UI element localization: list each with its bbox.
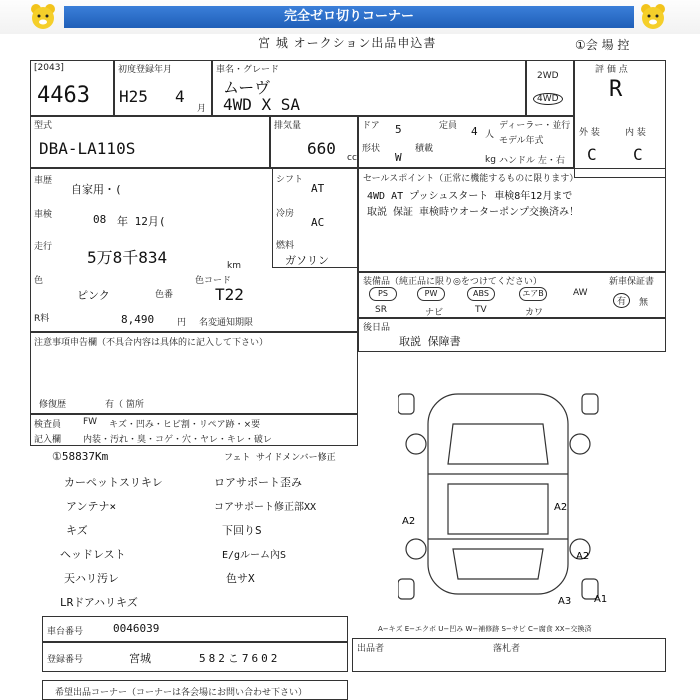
diagram-mark: A1 bbox=[594, 594, 608, 605]
mileage-label: 走行 bbox=[34, 242, 53, 252]
diagram-mark: A2 bbox=[576, 551, 590, 562]
warranty-no: 無 bbox=[639, 298, 649, 308]
ac-label: 冷房 bbox=[276, 209, 295, 219]
handle-label: ハンドル 左・右 bbox=[499, 156, 565, 166]
shift-value: AT bbox=[311, 182, 325, 195]
reg-area: 宮城 bbox=[129, 652, 151, 665]
equip-navi: ナビ bbox=[425, 308, 444, 318]
shape-value: W bbox=[395, 151, 402, 164]
displacement-label: 排気量 bbox=[274, 121, 302, 131]
vehicle-label: 車名・グレード bbox=[216, 65, 280, 75]
inspection-year: 08 bbox=[93, 213, 107, 226]
color-label: 色 bbox=[34, 276, 44, 286]
repair-label: 修復歴 bbox=[39, 400, 67, 410]
fw-label: FW bbox=[83, 417, 98, 427]
drive-4wd: 4WD bbox=[533, 93, 563, 105]
note-left-3: アンテナ× bbox=[66, 500, 117, 513]
sales-line-1: 4WD AT プッシュスタート 車検8年12月まで bbox=[367, 191, 573, 202]
interior-grade: C bbox=[633, 145, 643, 164]
equip-aw: AW bbox=[573, 288, 588, 298]
history-label: 車歴 bbox=[34, 176, 53, 186]
sheet-title: 宮 城 オークション出品申込書 bbox=[258, 36, 437, 50]
notes-label: 注意事項申告欄（不具合内容は具体的に記入して下さい） bbox=[34, 338, 269, 348]
ac-value: AC bbox=[311, 216, 325, 229]
displacement-box bbox=[270, 116, 358, 168]
color-no-label: 色番 bbox=[155, 290, 174, 300]
capacity-value: 4 bbox=[471, 125, 478, 138]
capacity-label: 定員 bbox=[439, 121, 458, 131]
inspection-label: 車検 bbox=[34, 210, 53, 220]
drive-box bbox=[526, 60, 574, 116]
note-right-1: フェト サイドメンバー修正 bbox=[224, 453, 336, 463]
equipment-box bbox=[358, 272, 666, 318]
documents-box bbox=[358, 318, 666, 352]
registration-month: 4 bbox=[175, 87, 185, 106]
note-left-5: ヘッドレスト bbox=[60, 548, 126, 561]
door-value: 5 bbox=[395, 123, 402, 136]
spec-box bbox=[358, 116, 574, 168]
model-box bbox=[30, 116, 270, 168]
month-unit: 月 bbox=[197, 104, 207, 114]
yen-unit: 円 bbox=[177, 318, 187, 328]
inspector-row-1: キズ・凹み・ヒビ割・リペア跡・×要 bbox=[109, 420, 261, 430]
km-unit: km bbox=[227, 261, 241, 271]
venue-label: ①会 場 控 bbox=[575, 38, 630, 52]
notes-box bbox=[30, 332, 358, 414]
sales-point-box bbox=[358, 168, 666, 272]
inspector-label: 検査員 bbox=[34, 420, 62, 430]
seller-label: 出品者 bbox=[357, 644, 385, 654]
note-right-4: 下回りS bbox=[222, 524, 262, 537]
chassis-label: 車台番号 bbox=[47, 627, 84, 637]
lot-ref: [2043] bbox=[34, 63, 64, 73]
inspector-box bbox=[30, 414, 358, 446]
chassis-box bbox=[42, 616, 348, 642]
color-code: T22 bbox=[215, 285, 244, 304]
reg-number: 582こ7602 bbox=[199, 652, 281, 665]
reg-label: 登録番号 bbox=[47, 655, 84, 665]
chassis-number: 0046039 bbox=[113, 622, 160, 635]
r-amount: 8,490 bbox=[121, 313, 155, 326]
shift-label: シフト bbox=[276, 175, 304, 185]
lot-number: 4463 bbox=[37, 83, 90, 108]
equip-sr: SR bbox=[375, 305, 387, 315]
note-left-6: 天ハリ汚レ bbox=[64, 572, 119, 585]
banner-title: 完全ゼロ切りコーナー bbox=[64, 6, 634, 28]
exterior-label: 外 装 bbox=[579, 128, 600, 138]
footer-box bbox=[42, 680, 348, 700]
documents-value: 取説 保障書 bbox=[399, 335, 461, 348]
shape-label: 形状 bbox=[362, 144, 381, 154]
shift-box bbox=[272, 168, 358, 268]
new-car-label: 新車保証書 bbox=[609, 277, 655, 287]
displacement-value: 660 bbox=[307, 139, 336, 158]
lot-box bbox=[30, 60, 114, 116]
seller-box bbox=[352, 638, 666, 672]
note-right-3: コアサポート修正部XX bbox=[214, 502, 317, 513]
entry-label: 記入欄 bbox=[34, 435, 62, 445]
handwritten-notes bbox=[30, 446, 358, 614]
repair-value: 有（ 箇所 bbox=[105, 400, 144, 410]
bear-mascot-icon bbox=[28, 2, 58, 32]
reg-box bbox=[42, 642, 348, 672]
equip-airbag: エアB bbox=[519, 287, 547, 301]
door-label: ドア bbox=[362, 121, 380, 131]
fuel-value: ガソリン bbox=[285, 254, 329, 267]
footer-text: 希望出品コーナー（コーナーは各会場にお問い合わせ下さい） bbox=[55, 688, 308, 698]
sales-line-2: 取説 保証 車検時ウオーターポンプ交換済み！ bbox=[367, 207, 580, 218]
top-banner bbox=[0, 0, 700, 34]
note-left-4: キズ bbox=[66, 524, 88, 537]
diagram-mark: A2 bbox=[402, 516, 416, 527]
model-year-label: モデル年式 bbox=[499, 136, 544, 146]
fuel-label: 燃料 bbox=[276, 241, 295, 251]
sales-point-label: セールスポイント（正常に機能するものに限ります） bbox=[363, 174, 579, 184]
capacity-unit: 人 bbox=[485, 130, 495, 140]
exterior-grade: C bbox=[587, 145, 597, 164]
equip-pw: PW bbox=[417, 287, 445, 301]
mileage-value: 5万8千834 bbox=[87, 248, 168, 267]
model-label: 型式 bbox=[34, 121, 53, 131]
auction-sheet bbox=[30, 34, 666, 700]
color-code-label: 色コード bbox=[195, 276, 232, 286]
registration-label: 初度登録年月 bbox=[118, 65, 173, 75]
note-left-7: LRドアハリキズ bbox=[60, 596, 138, 609]
note-right-5: E/gルーム內S bbox=[222, 550, 287, 561]
interior-label: 内 装 bbox=[625, 128, 646, 138]
note-right-6: 色サX bbox=[226, 572, 255, 585]
inspection-month: 年 12月( bbox=[117, 215, 166, 228]
diagram-mark: A3 bbox=[558, 596, 572, 607]
vehicle-box bbox=[212, 60, 526, 116]
load-label: 積載 bbox=[415, 144, 434, 154]
color-value: ピンク bbox=[77, 289, 110, 302]
cc-unit: cc bbox=[347, 153, 357, 163]
model-code: DBA-LA110S bbox=[39, 139, 136, 158]
warranty-yes: 有 bbox=[613, 293, 630, 308]
equip-kawa: カワ bbox=[525, 308, 544, 318]
dealer-label: ディーラー・並行 bbox=[499, 121, 571, 131]
recycle-label: 名変通知期限 bbox=[199, 318, 254, 328]
grade-label: 評 価 点 bbox=[595, 65, 628, 75]
kg-unit: kg bbox=[485, 155, 496, 165]
diagram-legend: A−キズ E−エクボ U−凹み W−補修跡 S−サビ C−腐食 XX−交換済 bbox=[378, 625, 592, 633]
note-right-2: ロアサポート歪み bbox=[214, 476, 302, 489]
equip-abs: ABS bbox=[467, 287, 495, 301]
registration-box bbox=[114, 60, 212, 116]
buyer-label: 落札者 bbox=[493, 644, 521, 654]
note-left-2: カーペットスリキレ bbox=[64, 476, 163, 489]
drive-2wd: 2WD bbox=[537, 71, 559, 81]
inspector-row-2: 内装・汚れ・臭・コゲ・穴・ヤレ・キレ・破レ bbox=[83, 435, 272, 445]
vehicle-name: ムーヴ bbox=[223, 78, 271, 97]
registration-year: H25 bbox=[119, 87, 148, 106]
car-body-diagram bbox=[398, 384, 608, 614]
grade-box bbox=[574, 60, 666, 178]
grade-value: R bbox=[609, 77, 623, 102]
equipment-label: 装備品（純正品に限り◎をつけてください） bbox=[363, 277, 542, 287]
documents-label: 後日品 bbox=[363, 323, 391, 333]
equip-ps: PS bbox=[369, 287, 397, 301]
r-label: R料 bbox=[34, 314, 50, 324]
diagram-mark: A2 bbox=[554, 502, 568, 513]
vehicle-grade: 4WD X SA bbox=[223, 95, 301, 114]
note-left-1: ①58837Km bbox=[52, 450, 109, 463]
history-value: 自家用・( bbox=[71, 183, 122, 196]
bear-mascot-icon bbox=[638, 2, 668, 32]
equip-tv: TV bbox=[475, 305, 487, 315]
